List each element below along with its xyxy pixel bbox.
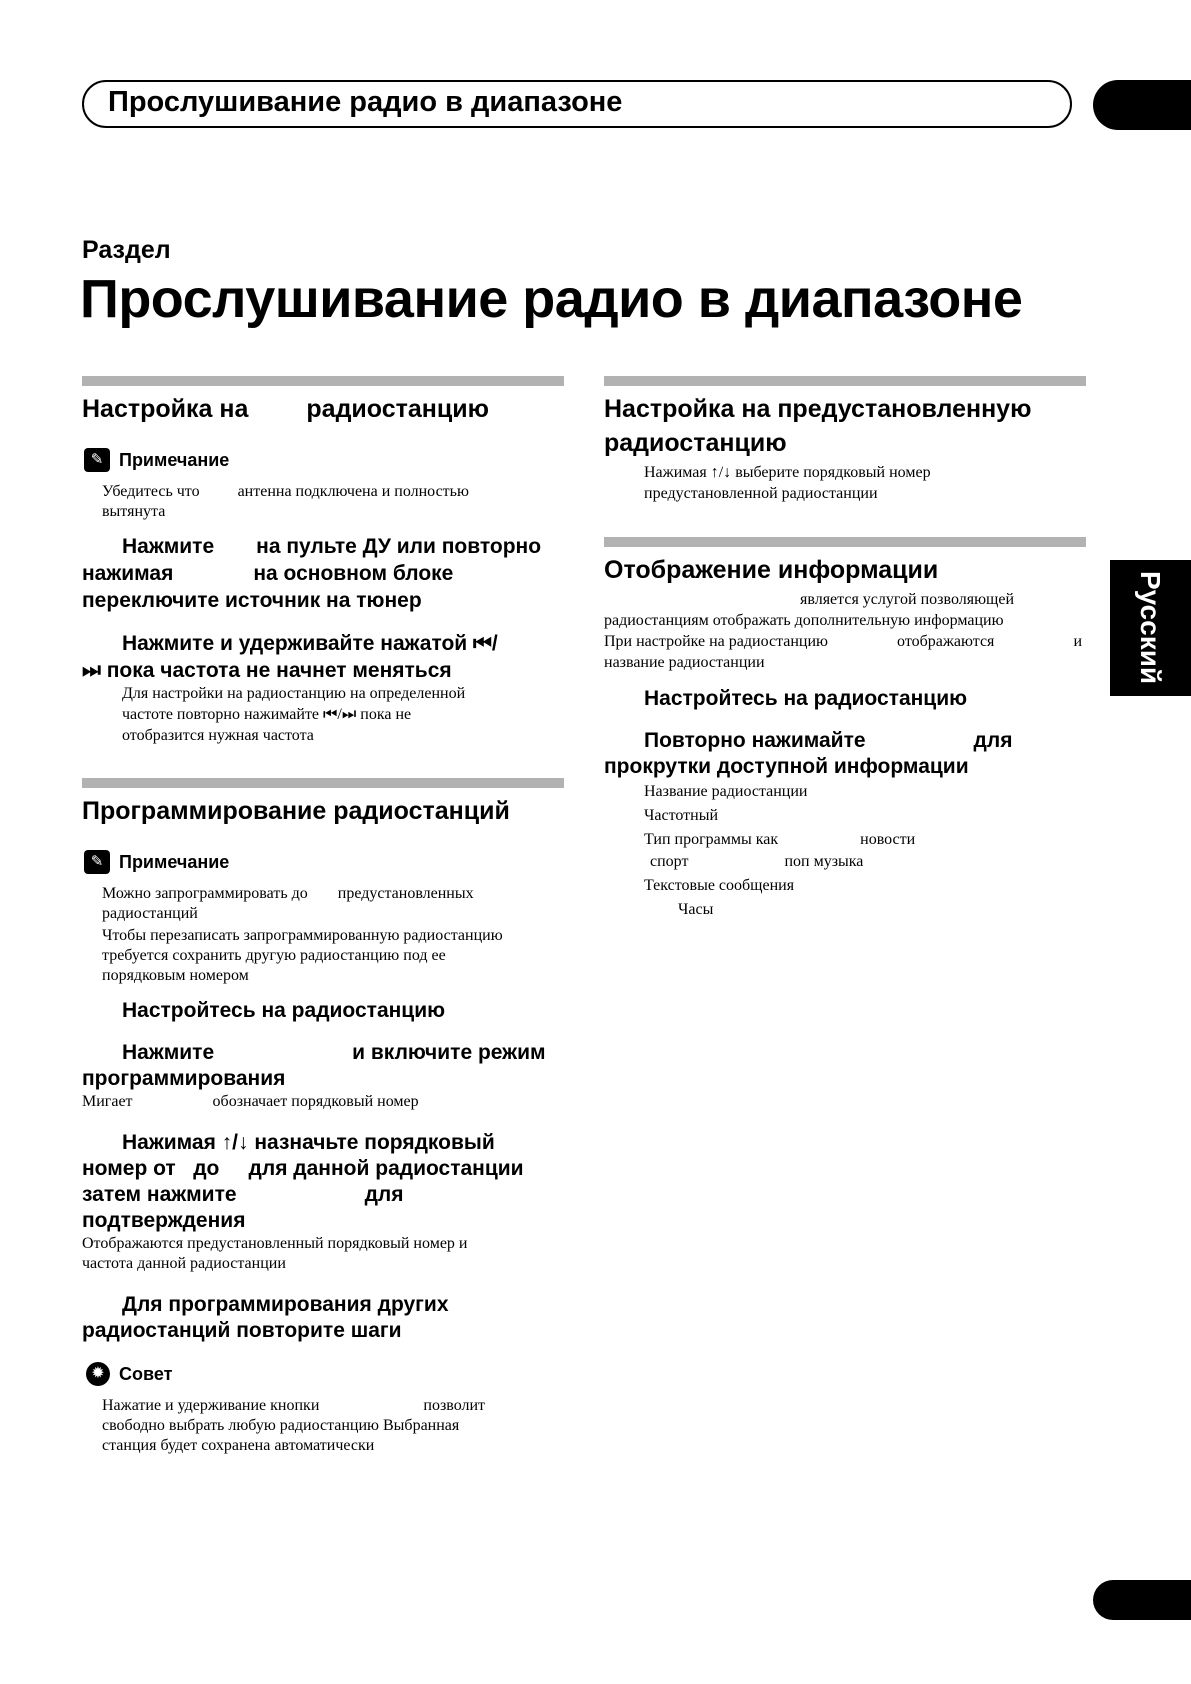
section-divider bbox=[604, 376, 1086, 386]
heading-part: Настройка на bbox=[82, 395, 249, 423]
list-item: Название радиостанции bbox=[644, 783, 808, 800]
step-text: программирования bbox=[82, 1067, 286, 1090]
heading-part: радиостанцию bbox=[306, 395, 489, 423]
body-text-part: отображаются bbox=[897, 633, 995, 650]
list-item-part: Тип программы как bbox=[644, 831, 779, 848]
note-label: Примечание bbox=[119, 450, 230, 470]
body-text: частота данной радиостанции bbox=[82, 1255, 286, 1272]
tip-text: станция будет сохранена автоматически bbox=[102, 1437, 375, 1454]
step-text-part: и включите режим bbox=[352, 1041, 546, 1064]
note-text-part: антенна подключена и полностью bbox=[237, 483, 469, 500]
list-item bbox=[644, 830, 915, 850]
step-text: переключите источник на тюнер bbox=[82, 589, 422, 612]
body-text-part: Мигает bbox=[82, 1093, 133, 1110]
body-text-part: и bbox=[1073, 633, 1082, 650]
step-text bbox=[82, 1182, 404, 1208]
body-text-part: При настройке на радиостанцию bbox=[604, 633, 829, 650]
step-text-part: Нажмите bbox=[122, 1041, 215, 1064]
body-text: Отображаются предустановленный порядковый номер и bbox=[82, 1235, 468, 1252]
step-text: ⏭ пока частота не начнет меняться bbox=[82, 659, 452, 682]
section-heading-preset-cont: радиостанцию bbox=[604, 429, 787, 457]
body-text: частоте повторно нажимайте ⏮/⏭ пока не bbox=[122, 706, 412, 723]
page-number-tab bbox=[1093, 1580, 1191, 1620]
section-heading-info: Отображение информации bbox=[604, 556, 939, 584]
chapter-label: Раздел bbox=[82, 236, 171, 264]
body-text: радиостанциям отображать дополнительную информацию bbox=[604, 612, 1004, 629]
step-text-part: для bbox=[364, 1183, 404, 1206]
body-text-part: обозначает порядковый номер bbox=[212, 1093, 419, 1110]
tip-text-part: Нажатие и удерживание кнопки bbox=[102, 1397, 320, 1414]
step-text-part: на пульте ДУ или повторно bbox=[256, 535, 542, 558]
body-text bbox=[82, 1092, 419, 1112]
note-text-part: Убедитесь что bbox=[102, 483, 200, 500]
step-text-part: для bbox=[973, 729, 1013, 752]
step-text: прокрутки доступной информации bbox=[604, 755, 969, 778]
note-text-part: предустановленных bbox=[337, 885, 474, 902]
section-heading-program: Программирование радиостанций bbox=[82, 797, 510, 825]
body-text: является услугой позволяющей bbox=[800, 591, 1015, 608]
header-title: Прослушивание радио в диапазоне bbox=[108, 86, 623, 118]
section-divider bbox=[82, 778, 564, 788]
tip-text: свободно выбрать любую радиостанцию Выбранная bbox=[102, 1417, 460, 1434]
step-text-part: нажимая bbox=[82, 562, 174, 585]
step-text bbox=[122, 1040, 546, 1066]
body-text: Нажимая ↑/↓ выберите порядковый номер bbox=[644, 464, 931, 481]
step-text bbox=[122, 534, 541, 560]
tip-label: Совет bbox=[119, 1364, 173, 1384]
header-chapter-tab bbox=[1093, 80, 1191, 130]
step-text: подтверждения bbox=[82, 1209, 246, 1232]
note-text: вытянута bbox=[102, 503, 166, 520]
section-heading-preset: Настройка на предустановленную bbox=[604, 395, 1032, 423]
list-item: Текстовые сообщения bbox=[644, 877, 795, 894]
language-tab-label: Русский bbox=[1135, 571, 1166, 685]
step-text: Нажмите и удерживайте нажатой ⏮/ bbox=[122, 632, 498, 655]
step-text bbox=[644, 728, 1012, 754]
section-divider bbox=[604, 537, 1086, 547]
note-text bbox=[102, 884, 474, 904]
chapter-title: Прослушивание радио в диапазоне bbox=[80, 269, 1023, 329]
list-item: Частотный bbox=[644, 807, 719, 824]
list-item: Часы bbox=[678, 901, 714, 918]
body-text: предустановленной радиостанции bbox=[644, 485, 878, 502]
body-text: отобразится нужная частота bbox=[122, 727, 314, 744]
note-text: Чтобы перезаписать запрограммированную радиостанцию bbox=[102, 927, 503, 944]
note-text bbox=[102, 482, 469, 502]
step-text: номер от до для данной радиостанции bbox=[82, 1157, 524, 1180]
list-item bbox=[650, 852, 863, 872]
step-text: Для программирования других bbox=[122, 1293, 449, 1316]
note-label: Примечание bbox=[119, 852, 230, 872]
note-text: требуется сохранить другую радиостанцию под ее bbox=[102, 947, 446, 964]
step-text-part: Повторно нажимайте bbox=[644, 729, 866, 752]
step-text bbox=[82, 561, 453, 587]
step-text-part: на основном блоке bbox=[253, 562, 454, 585]
tip-text-part: позволит bbox=[423, 1397, 486, 1414]
note-text: радиостанций bbox=[102, 905, 198, 922]
section-heading-tune bbox=[82, 392, 489, 426]
list-item-part: новости bbox=[860, 831, 916, 848]
body-text bbox=[604, 632, 1082, 652]
note-icon: ✎ bbox=[84, 448, 110, 472]
section-divider bbox=[82, 376, 564, 386]
body-text: название радиостанции bbox=[604, 654, 765, 671]
note-text: порядковым номером bbox=[102, 967, 249, 984]
tip-text bbox=[102, 1396, 485, 1416]
tip-icon: ✹ bbox=[86, 1362, 110, 1386]
note-icon: ✎ bbox=[84, 850, 110, 874]
step-text: Нажимая ↑/↓ назначьте порядковый bbox=[122, 1131, 495, 1154]
step-text-part: Нажмите bbox=[122, 535, 215, 558]
step-text: Настройтесь на радиостанцию bbox=[644, 687, 968, 710]
list-item-part: поп музыка bbox=[784, 853, 864, 870]
step-text: Настройтесь на радиостанцию bbox=[122, 999, 446, 1022]
note-text-part: Можно запрограммировать до bbox=[102, 885, 308, 902]
step-text-part: затем нажмите bbox=[82, 1183, 237, 1206]
body-text: Для настройки на радиостанцию на определенной bbox=[122, 685, 466, 702]
list-item-part: спорт bbox=[650, 853, 689, 870]
step-text: радиостанций повторите шаги bbox=[82, 1319, 402, 1342]
